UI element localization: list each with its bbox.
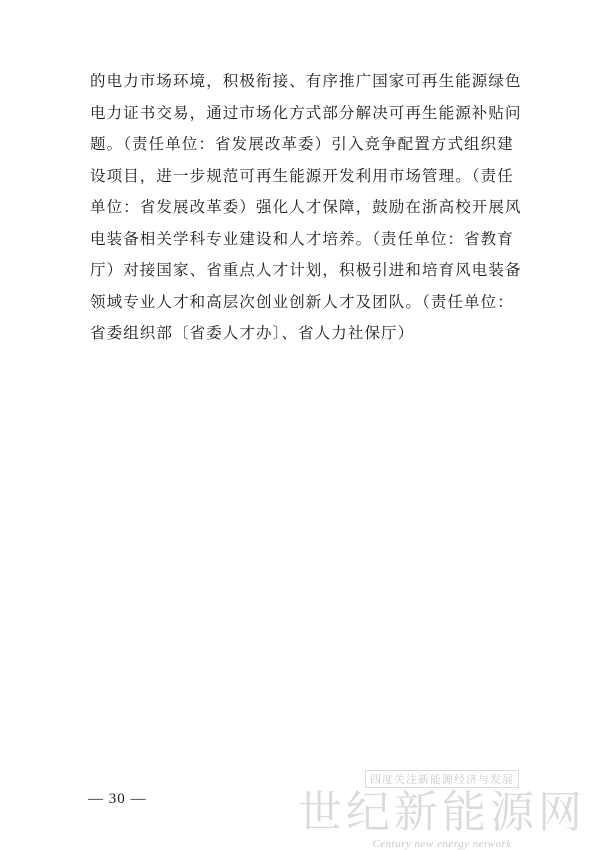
text-line: 领域专业人才和高层次创业创新人才及团队。（责任单位： <box>90 292 514 311</box>
body-text <box>90 66 520 350</box>
page-number: — 30 — <box>88 791 147 807</box>
watermark <box>298 768 586 850</box>
text-line: 题。（责任单位：省发展改革委）引入竞争配置方式组织建 <box>90 135 514 153</box>
text-line: 电装备相关学科专业建设和人才培养。（责任单位：省教育 <box>90 229 514 248</box>
text-line: 电力证书交易，通过市场化方式部分解决可再生能源补贴问 <box>90 103 522 122</box>
watermark-english-text: Century new energy network <box>372 838 512 850</box>
text-line: 的电力市场环境，积极衔接、有序推广国家可再生能源绿色 <box>90 72 522 90</box>
text-line: 厅）对接国家、省重点人才计划，积极引进和培育风电装备 <box>90 261 522 279</box>
watermark-tagline: 四度关注新能源经济与发展 <box>365 770 519 788</box>
text-line: 单位：省发展改革委）强化人才保障，鼓励在浙高校开展风 <box>90 198 522 216</box>
text-line: 设项目，进一步规范可再生能源开发利用市场管理。（责任 <box>90 166 514 185</box>
text-line: 省委组织部〔省委人才办〕、省人力社保厅） <box>90 324 415 342</box>
watermark-logo-text: 世纪新能源网 <box>298 787 586 838</box>
